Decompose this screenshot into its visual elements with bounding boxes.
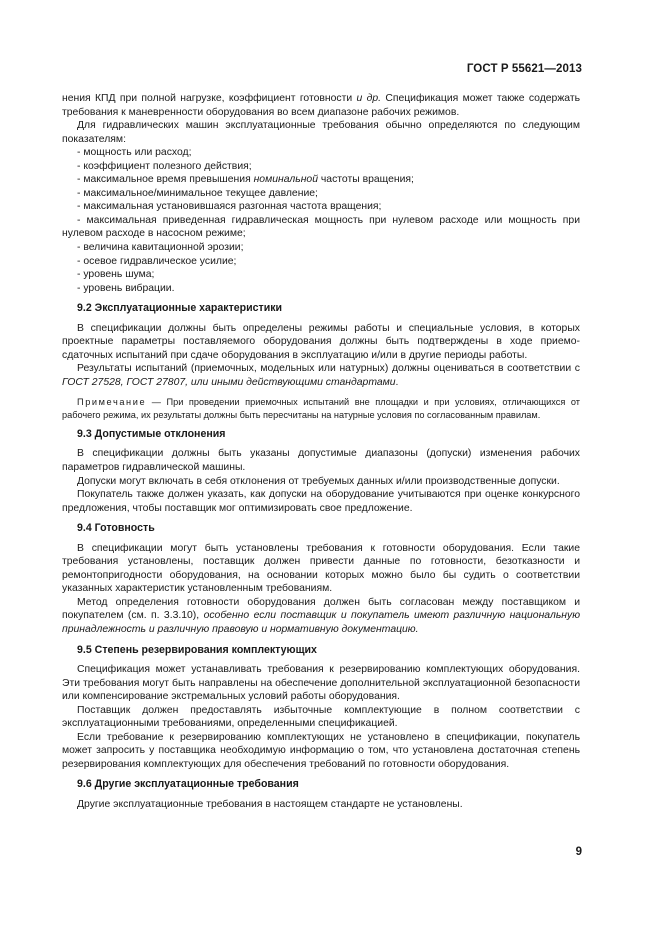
list-item: - уровень вибрации. xyxy=(77,282,175,294)
paragraph: В спецификации должны быть указаны допустимые диапазоны (допуски) изменения рабочих параметров гидравлической машины. xyxy=(62,448,580,473)
list-item xyxy=(62,173,580,187)
intro-paragraph-2: Для гидравлических машин эксплуатационные требования обычно определяются по следующим показателям: xyxy=(62,120,580,145)
text: . xyxy=(395,376,399,388)
list-item: - максимальная приведенная гидравлическая мощность при нулевом расходе или мощность при нулевом расходе в насосном режиме; xyxy=(62,214,580,240)
indicator-list xyxy=(62,146,580,295)
paragraph: Поставщик должен предоставлять избыточные комплектующие в полном соответствии с эксплуатационными требованиями, определенными спецификацией. xyxy=(62,704,580,730)
text: частоты вращения; xyxy=(317,174,414,186)
section-heading-9-3: 9.3 Допустимые отклонения xyxy=(77,427,226,440)
intro-paragraph-1 xyxy=(62,92,580,119)
text: Спецификация может также содержать требования к маневренности оборудования во всем диапазоне рабочих режимов. xyxy=(62,93,581,118)
list-item: - коэффициент полезного действия; xyxy=(77,160,252,172)
paragraph: В спецификации могут быть установлены требования к готовности оборудования. Если такие требования установлены, поставщик должен привести данные по готовности, безотказности и ремонтопригодности оборудования, на основании которых можно было бы судить о соответствии указанных характеристик установленным требованиям. xyxy=(62,542,580,595)
paragraph: Если требование к резервированию комплектующих не установлено в спецификации, покупатель может запросить у поставщика необходимую информацию о том, что установлена достаточная степень резервирования комплектующих для обеспечения требований по готовности оборудования. xyxy=(62,731,580,770)
text: - максимальное время превышения xyxy=(77,174,254,186)
list-item: - максимальное/минимальное текущее давление; xyxy=(77,187,318,199)
list-item: - осевое гидравлическое усилие; xyxy=(77,255,237,267)
section-heading-9-4: 9.4 Готовность xyxy=(77,522,155,535)
section-heading-9-5: 9.5 Степень резервирования комплектующих xyxy=(77,643,317,656)
list-item: - уровень шума; xyxy=(77,269,155,281)
paragraph xyxy=(62,596,580,637)
italic-text: номинальной xyxy=(253,174,318,186)
paragraph: Допуски могут включать в себя отклонения от требуемых данных и/или производственные допуски. xyxy=(77,475,560,487)
italic-text: и др. xyxy=(356,93,381,104)
document-body xyxy=(62,92,580,812)
paragraph: Другие эксплуатационные требования в настоящем стандарте не установлены. xyxy=(77,799,463,811)
paragraph: В спецификации должны быть определены режимы работы и специальные условия, в которых проектные параметры поставляемого оборудования должны быть подтверждены в ходе приемо-сдаточных испытаний при сдаче оборудования в эксплуатацию и/или в другие периоды работы. xyxy=(62,322,580,361)
text: Результаты испытаний (приемочных, модельных или натурных) должны оцениваться в соответствии с xyxy=(77,363,580,375)
standards-reference: ГОСТ 27528, ГОСТ 27807, или иными действующими стандартами xyxy=(62,376,396,388)
text: Метод определения готовности оборудования должен быть согласован между поставщиком и покупателем (см. п. 3.3.10), xyxy=(62,596,580,622)
paragraph: Покупатель также должен указать, как допуски на оборудование учитываются при оценке конкурсного предложения, чтобы поставщик мог оптимизировать свое предложение. xyxy=(62,489,580,514)
note xyxy=(62,396,580,420)
section-heading-9-2: 9.2 Эксплуатационные характеристики xyxy=(77,302,283,315)
section-heading-9-6: 9.6 Другие эксплуатационные требования xyxy=(77,778,299,791)
italic-text: особенно если поставщик и покупатель имеют различную национальную принадлежность и различную правовую и нормативную документацию. xyxy=(62,610,581,635)
note-text: — При проведении приемочных испытаний вне площадки и при условиях, отличающихся от рабочего режима, их результаты должны быть пересчитаны на натурные условия по согласованным правилам. xyxy=(62,397,580,420)
paragraph: Спецификация может устанавливать требования к резервированию комплектующих оборудования. Эти требования могут быть направлены на обеспечение дополнительной эксплуатационной безопасности или компенсирование экстремальных условий работы оборудования. xyxy=(62,664,580,703)
list-item: - максимальная установившаяся разгонная частота вращения; xyxy=(77,201,382,213)
paragraph xyxy=(62,362,580,389)
document-header: ГОСТ Р 55621—2013 xyxy=(466,63,582,75)
note-label: Примечание xyxy=(77,397,147,408)
list-item: - мощность или расход; xyxy=(77,147,192,159)
page-number: 9 xyxy=(575,846,582,858)
list-item: - величина кавитационной эрозии; xyxy=(77,242,244,254)
text: нения КПД при полной нагрузке, коэффициент готовности xyxy=(62,93,357,104)
